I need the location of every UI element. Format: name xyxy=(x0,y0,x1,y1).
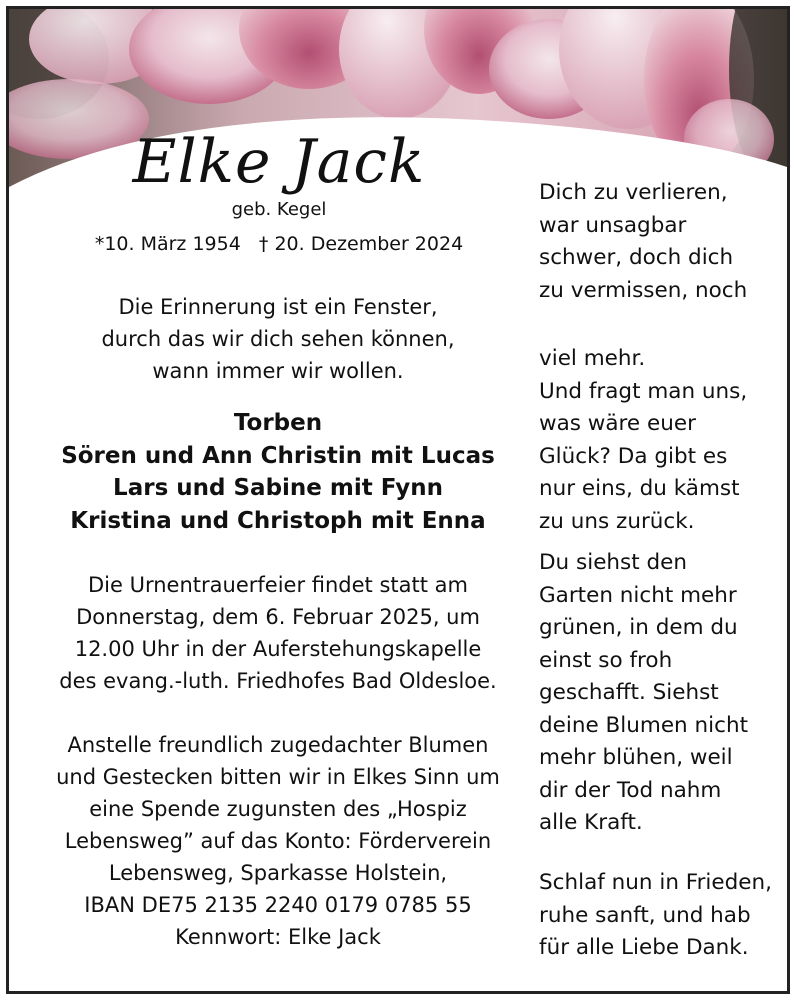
mourner-line: Lars und Sabine mit Fynn xyxy=(113,475,443,501)
poem-line: war unsagbar xyxy=(539,212,687,238)
deceased-name: Elke Jack xyxy=(132,127,426,197)
poem-line: alle Kraft. xyxy=(539,810,643,835)
quote-line: durch das wir dich sehen können, xyxy=(101,327,455,351)
ceremony-line: 12.00 Uhr in der Auferstehungskapelle xyxy=(74,637,482,661)
donation-line: Lebensweg, Sparkasse Holstein, xyxy=(108,861,448,885)
donation-keyword: Kennwort: Elke Jack xyxy=(175,925,381,949)
mourner-line: Sören und Ann Christin mit Lucas xyxy=(61,442,495,469)
poem-line: zu vermissen, noch xyxy=(539,277,748,303)
poem-line: Glück? Da gibt es xyxy=(539,443,728,469)
ceremony-notice xyxy=(33,569,523,697)
poem-line: ruhe sanft, und hab xyxy=(539,902,751,928)
poem-line: Dich zu verlieren, xyxy=(539,180,728,205)
poem-stanza-1 xyxy=(539,177,784,307)
donation-line: Anstelle freundlich zugedachter Blumen xyxy=(67,733,489,757)
quote-line: Die Erinnerung ist ein Fenster, xyxy=(118,295,438,319)
poem-stanza-3 xyxy=(539,547,784,840)
poem-line: Und fragt man uns, xyxy=(539,378,748,404)
birth-name: geb. Kegel xyxy=(231,199,327,220)
donation-line: Lebensweg” auf das Konto: Förderverein xyxy=(64,829,492,853)
ceremony-line: Donnerstag, dem 6. Februar 2025, um xyxy=(76,605,480,629)
donation-notice xyxy=(33,729,523,953)
poem-line: was wäre euer xyxy=(539,411,696,436)
poem-stanza-2 xyxy=(539,343,784,538)
poem-line: Du siehst den xyxy=(539,550,688,575)
ceremony-line: des evang.-luth. Friedhofes Bad Oldesloe. xyxy=(59,669,497,693)
mourner-line: Kristina und Christoph mit Enna xyxy=(70,507,486,534)
obituary-frame xyxy=(6,6,790,994)
mourner-line: Torben xyxy=(233,410,323,436)
poem-line: Garten nicht mehr xyxy=(539,582,737,608)
poem-line: einst so froh xyxy=(539,647,673,673)
poem-line: grünen, in dem du xyxy=(539,615,738,640)
poem-line: für alle Liebe Dank. xyxy=(539,935,749,960)
donation-line: und Gestecken bitten wir in Elkes Sinn um xyxy=(56,765,500,789)
poem-line: zu uns zurück. xyxy=(539,508,695,534)
memorial-quote xyxy=(33,291,523,387)
poem-line: viel mehr. xyxy=(539,346,646,371)
poem-line: deine Blumen nicht xyxy=(539,712,748,738)
ceremony-line: Die Urnentrauerfeier findet statt am xyxy=(88,573,468,597)
donation-iban: IBAN DE75 2135 2240 0179 0785 55 xyxy=(84,893,472,917)
poem-stanza-4 xyxy=(539,867,784,965)
poem-line: nur eins, du kämst xyxy=(539,476,740,501)
quote-line: wann immer wir wollen. xyxy=(152,359,404,383)
donation-line: eine Spende zugunsten des „Hospiz xyxy=(89,797,467,821)
life-dates: *10. März 1954 † 20. Dezember 2024 xyxy=(94,233,464,255)
mourners-list xyxy=(33,407,523,537)
poem-line: Schlaf nun in Frieden, xyxy=(539,870,772,895)
poem-line: schwer, doch dich xyxy=(539,245,734,270)
poem-line: mehr blühen, weil xyxy=(539,745,733,770)
poem-line: geschafft. Siehst xyxy=(539,680,719,705)
poem-line: dir der Tod nahm xyxy=(539,777,722,803)
